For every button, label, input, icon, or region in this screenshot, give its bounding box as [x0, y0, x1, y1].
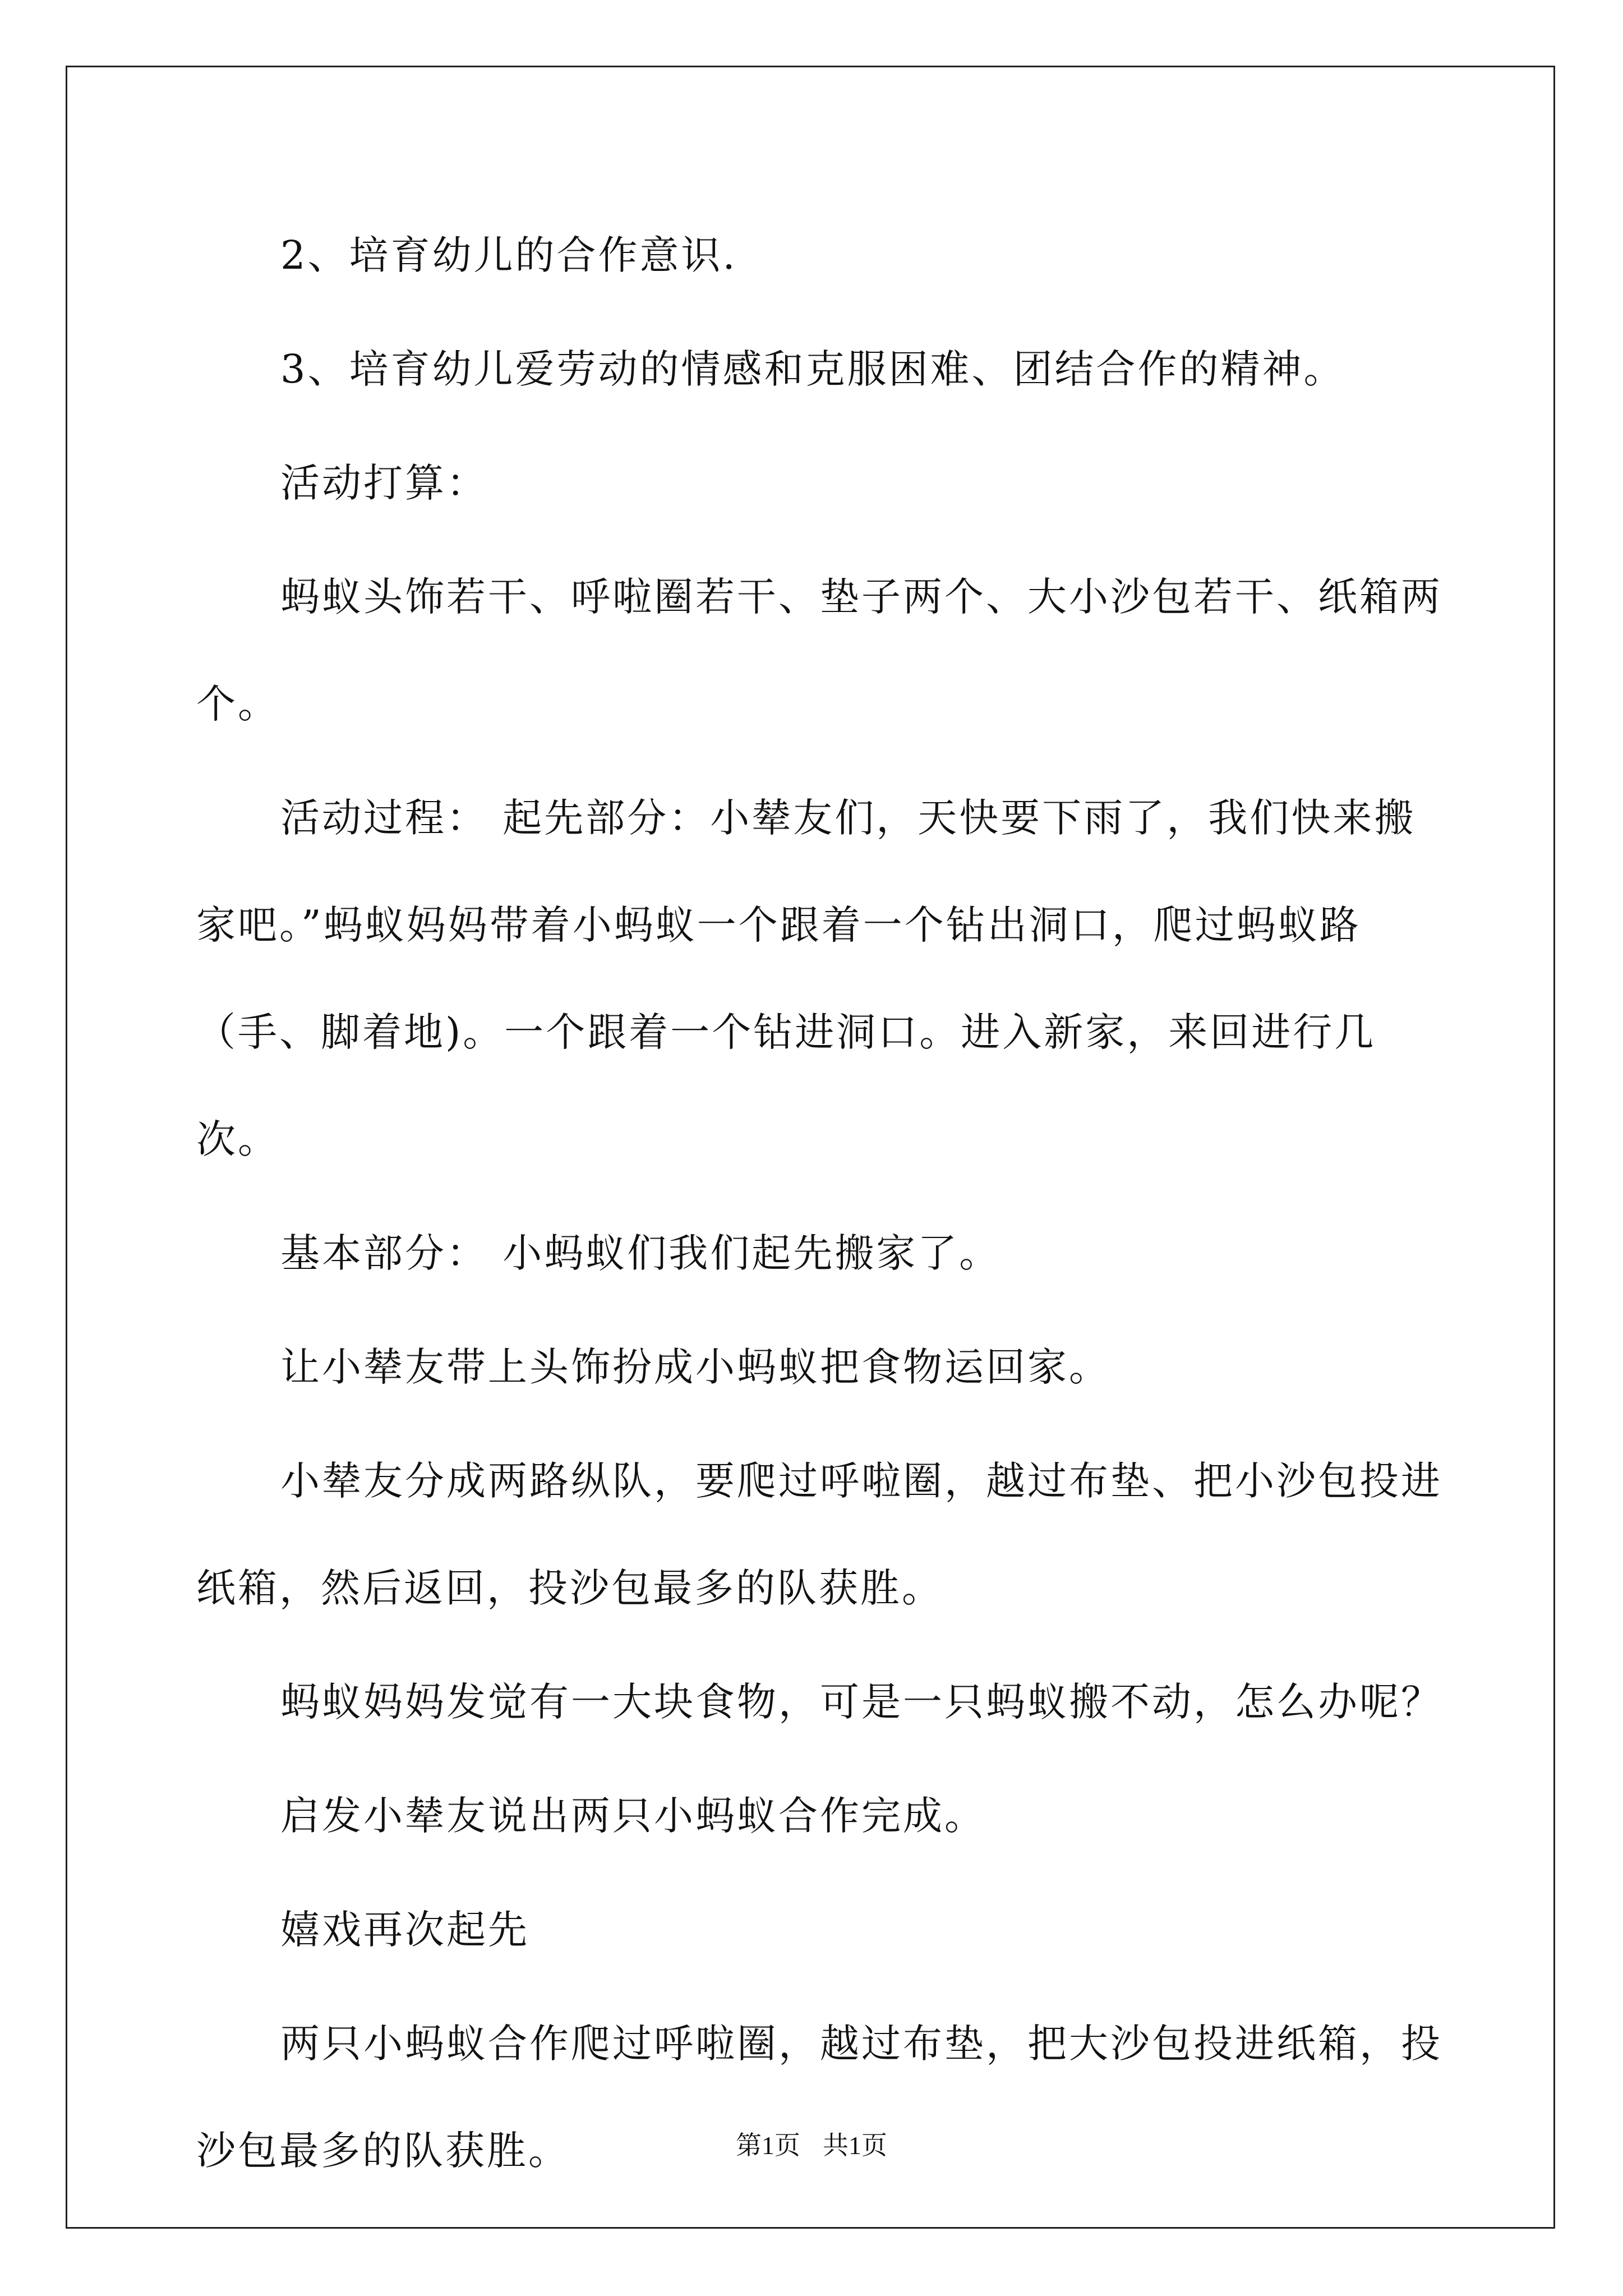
paragraph: 嬉戏再次起先 [280, 1907, 529, 1953]
page-footer [0, 2125, 1623, 2162]
paragraph: 活动过程： 起先部分：小辇友们，天快要下雨了，我们快来搬家吧。”蚂蚁妈妈带着小蚂蚁一个跟着一个钻出洞口，爬过蚂蚁路（手、脚着地)。一个跟着一个钻进洞口。进入新家，来回进行几次。 [196, 795, 1416, 1162]
paragraph: 2、培育幼儿的合作意识. [280, 232, 737, 278]
document-body [196, 202, 1453, 2211]
paragraph: 蚂蚁头饰若干、呼啦圈若干、垫子两个、大小沙包若干、纸箱两个。 [196, 574, 1442, 727]
page-number: 第1页 [736, 2131, 800, 2160]
paragraph: 3、培育幼儿爱劳动的情感和克服困难、团结合作的精神。 [280, 346, 1345, 392]
paragraph: 活动打算： [280, 460, 488, 506]
paragraph: 小辇友分成两路纵队，要爬过呼啦圈，越过布垫、把小沙包投进纸箱，然后返回，投沙包最多的队获胜。 [196, 1458, 1442, 1611]
paragraph: 蚂蚁妈妈发觉有一大块食物，可是一只蚂蚁搬不动，怎么办呢？ [280, 1679, 1442, 1725]
page-total: 共1页 [823, 2131, 887, 2160]
paragraph: 基本部分： 小蚂蚁们我们起先搬家了。 [280, 1230, 1001, 1276]
paragraph: 让小辇友带上头饰扮成小蚂蚁把食物运回家。 [280, 1344, 1110, 1390]
paragraph: 两只小蚂蚁合作爬过呼啦圈，越过布垫，把大沙包投进纸箱，投沙包最多的队获胜。 [196, 2021, 1442, 2174]
paragraph: 启发小辇友说出两只小蚂蚁合作完成。 [280, 1793, 986, 1839]
